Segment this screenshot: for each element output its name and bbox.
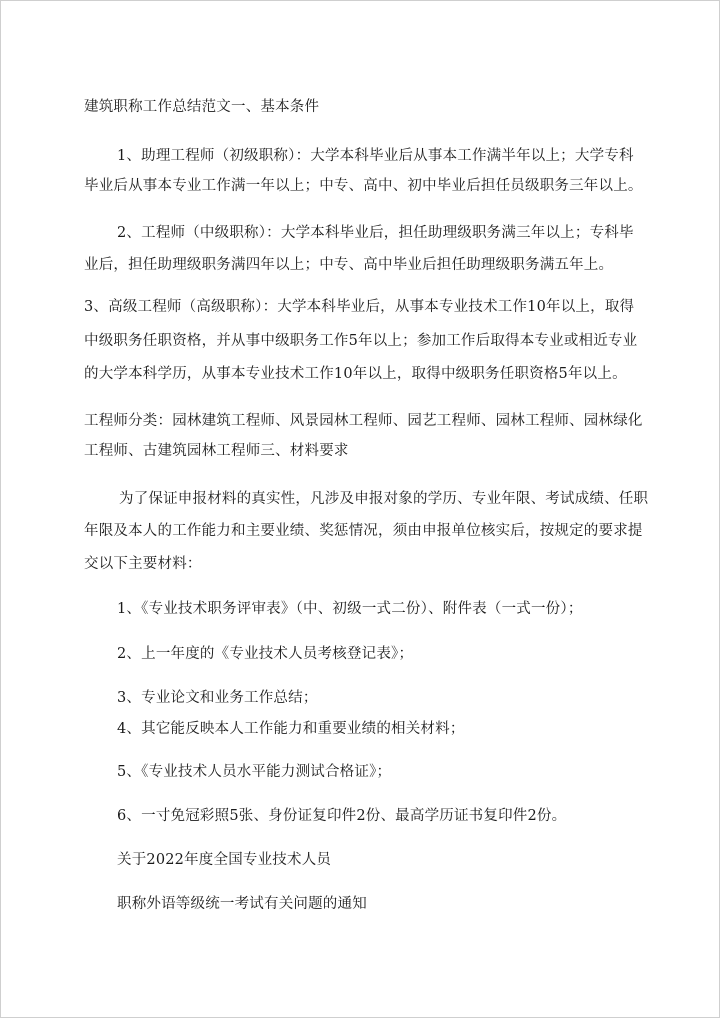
text-line: 年限及本人的工作能力和主要业绩、奖惩情况，须由申报单位核实后，按规定的要求提 xyxy=(84,523,643,539)
text-line: 建筑职称工作总结范文一、基本条件 xyxy=(84,99,320,115)
list-item: 5、《专业技术人员水平能力测试合格证》； xyxy=(117,764,392,780)
text-line: 为了保证申报材料的真实性，凡涉及申报对象的学历、专业年限、考试成绩、任职 xyxy=(119,491,649,507)
text-line: 3、高级工程师（高级职称）：大学本科毕业后，从事本专业技术工作10年以上，取得 xyxy=(84,299,635,315)
text-line: 1、助理工程师（初级职称）：大学本科毕业后从事本工作满半年以上；大学专科 xyxy=(117,148,634,164)
notice-title: 职称外语等级统一考试有关问题的通知 xyxy=(117,896,367,912)
text-line: 工程师、古建筑园林工程师三、材料要求 xyxy=(84,443,349,459)
text-line: 毕业后从事本专业工作满一年以上；中专、高中、初中毕业后担任员级职务三年以上。 xyxy=(84,178,643,194)
text-line: 的大学本科学历，从事本专业技术工作10年以上，取得中级职务任职资格5年以上。 xyxy=(84,366,627,382)
list-item: 4、其它能反映本人工作能力和重要业绩的相关材料； xyxy=(117,721,465,737)
list-item: 1、《专业技术职务评审表》（中、初级一式二份）、附件表（一式一份）； xyxy=(117,601,583,617)
text-line: 交以下主要材料： xyxy=(84,556,202,572)
list-item: 6、一寸免冠彩照5张、身份证复印件2份、最高学历证书复印件2份。 xyxy=(117,808,567,824)
text-line: 2、工程师（中级职称）：大学本科毕业后，担任助理级职务满三年以上；专科毕 xyxy=(117,225,634,241)
list-item: 2、上一年度的《专业技术人员考核登记表》； xyxy=(117,646,414,662)
text-line: 中级职务任职资格，并从事中级职务工作5年以上；参加工作后取得本专业或相近专业 xyxy=(84,333,638,349)
list-item: 3、专业论文和业务工作总结； xyxy=(117,690,318,706)
text-line: 工程师分类：园林建筑工程师、风景园林工程师、园艺工程师、园林工程师、园林绿化 xyxy=(84,413,643,429)
notice-title: 关于2022年度全国专业技术人员 xyxy=(117,852,332,868)
text-line: 业后，担任助理级职务满四年以上；中专、高中毕业后担任助理级职务满五年上。 xyxy=(84,257,614,273)
